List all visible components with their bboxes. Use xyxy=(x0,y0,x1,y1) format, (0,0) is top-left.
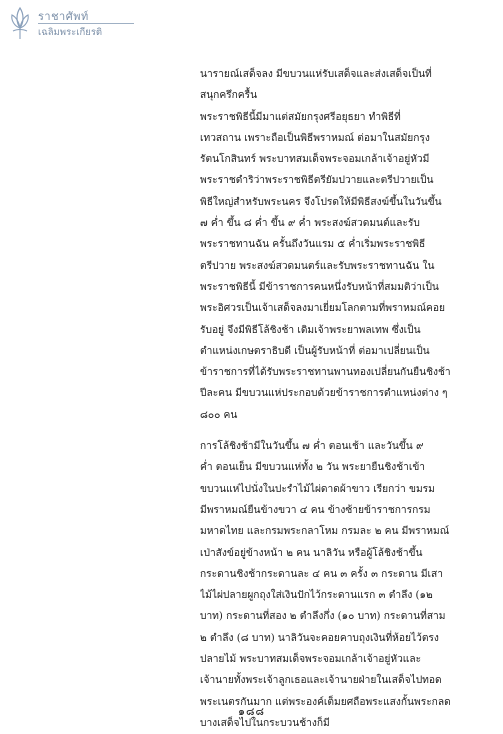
text-line: เจ้านายทั้งพระเจ้าลูกเธอและเจ้านายฝ่ายในเสด็จไปทอด xyxy=(200,675,442,687)
text-line: มีพราหมณ์ยืนข้างขวา ๔ คน ข้างซ้ายข้าราชการกรม xyxy=(200,504,431,516)
text-line: ปีละคน มีขบวนแห่ประกอบด้วยข้าราชการตำแหน่งต่าง ๆ xyxy=(200,388,448,400)
text-line: พระอิศวรเป็นเจ้าเสด็จลงมาเยี่ยมโลกตามที่พราหมณ์คอย xyxy=(200,303,445,315)
text-line: เป่าสังข์อยู่ข้างหน้า ๒ คน นาลิวัน หรือผู้โล้ชิงช้าขึ้น xyxy=(200,547,423,559)
page-number: ๑๘๘ xyxy=(238,705,265,718)
paragraph xyxy=(200,107,460,426)
document-body xyxy=(200,64,460,734)
text-line: ขบวนแห่ไปนั่งในปะรำไม้ไผ่ดาดผ้าขาว เรียกว่า ขมรม xyxy=(200,483,435,495)
text-line: การโล้ชิงช้ามีในวันขึ้น ๗ ค่ำ ตอนเช้า และวันขึ้น ๙ xyxy=(200,441,424,453)
publication-subtitle: เฉลิมพระเกียรติ xyxy=(38,27,103,38)
text-line: ตรีปวาย พระสงฆ์สวดมนตร์และรับพระราชทานฉัน ใน xyxy=(200,260,435,272)
document-header xyxy=(8,4,208,44)
text-line: ๗ ค่ำ ขึ้น ๘ ค่ำ ขึ้น ๙ ค่ำ พระสงฆ์สวดมนต์และรับ xyxy=(200,218,420,230)
paragraph xyxy=(200,64,460,107)
text-line: ข้าราชการที่ได้รับพระราชทานพานทองเปลี่ยนกันยืนชิงช้า xyxy=(200,367,451,379)
text-line: พิธีใหญ่สำหรับพระนคร จึงโปรดให้มีพิธีสงฆ์ขึ้นในวันขึ้น xyxy=(200,196,442,208)
publication-title: ราชาศัพท์ xyxy=(38,10,89,23)
text-line: ๒ ตำลึง (๘ บาท) นาลิวันจะคอยคาบถุงเงินที่ห้อยไว้ตรง xyxy=(200,632,439,644)
text-line: นารายณ์เสด็จลง มีขบวนแห่รับเสด็จและส่งเสด็จเป็นที่ xyxy=(200,69,432,80)
text-line: บาท) กระดานที่สอง ๒ ตำลึงกึ่ง (๑๐ บาท) กระดานที่สาม xyxy=(200,611,446,623)
text-line: พระราชทานฉัน ครั้นถึงวันแรม ๕ ค่ำเริ่มพระราชพิธี xyxy=(200,239,426,251)
text-line: กระดานชิงช้ากระดานละ ๔ คน ๓ ครั้ง ๓ กระดาน มีเสา xyxy=(200,568,443,580)
text-line: เทวสถาน เพราะถือเป็นพิธีพราหมณ์ ต่อมาในสมัยกรุง xyxy=(200,132,430,144)
lotus-logo-icon xyxy=(8,4,32,42)
text-line: ปลายไม้ พระบาทสมเด็จพระจอมเกล้าเจ้าอยู่หัวและ xyxy=(200,654,422,666)
text-line: ค่ำ ตอนเย็น มีขบวนแห่ทั้ง ๒ วัน พระยายืนชิงช้าเข้า xyxy=(200,462,426,474)
header-divider xyxy=(38,23,134,24)
text-line: รัตนโกสินทร์ พระบาทสมเด็จพระจอมเกล้าเจ้าอยู่หัวมี xyxy=(200,154,430,166)
text-line: ตำแหน่งเกษตราธิบดี เป็นผู้รับหน้าที่ ต่อมาเปลี่ยนเป็น xyxy=(200,345,430,357)
paragraph xyxy=(200,436,460,734)
text-line: พระราชพิธีนี้มีมาแต่สมัยกรุงศรีอยุธยา ทำพิธีที่ xyxy=(200,111,401,123)
text-line: พระราชดำริว่าพระราชพิธีตรียัมปวายและตรีปวายเป็น xyxy=(200,175,434,187)
text-line: มหาดไทย และกรมพระกลาโหม กรมละ ๒ คน มีพราหมณ์ xyxy=(200,526,450,538)
text-line: ๘๐๐ คน xyxy=(200,409,238,421)
text-line: สนุกครึกครื้น xyxy=(200,90,258,102)
paragraph-gap xyxy=(200,426,460,436)
text-line: บางเสด็จไปในกระบวนช้างก็มี xyxy=(200,717,330,729)
text-line: พระราชพิธีนี้ มีข้าราชการคนหนึ่งรับหน้าที่สมมติว่าเป็น xyxy=(200,281,439,293)
text-line: ไม้ไผ่ปลายผูกถุงใส่เงินปักไว้กระดานแรก ๓ ตำลึง (๑๒ xyxy=(200,590,433,602)
text-line: รับอยู่ จึงมีพิธีโล้ชิงช้า เดิมเจ้าพระยาพลเทพ ซึ่งเป็น xyxy=(200,324,421,336)
text-line: พระเนตรกันมาก แต่พระองค์เต็มยศถือพระแสงกั้นพระกลด xyxy=(200,696,451,708)
